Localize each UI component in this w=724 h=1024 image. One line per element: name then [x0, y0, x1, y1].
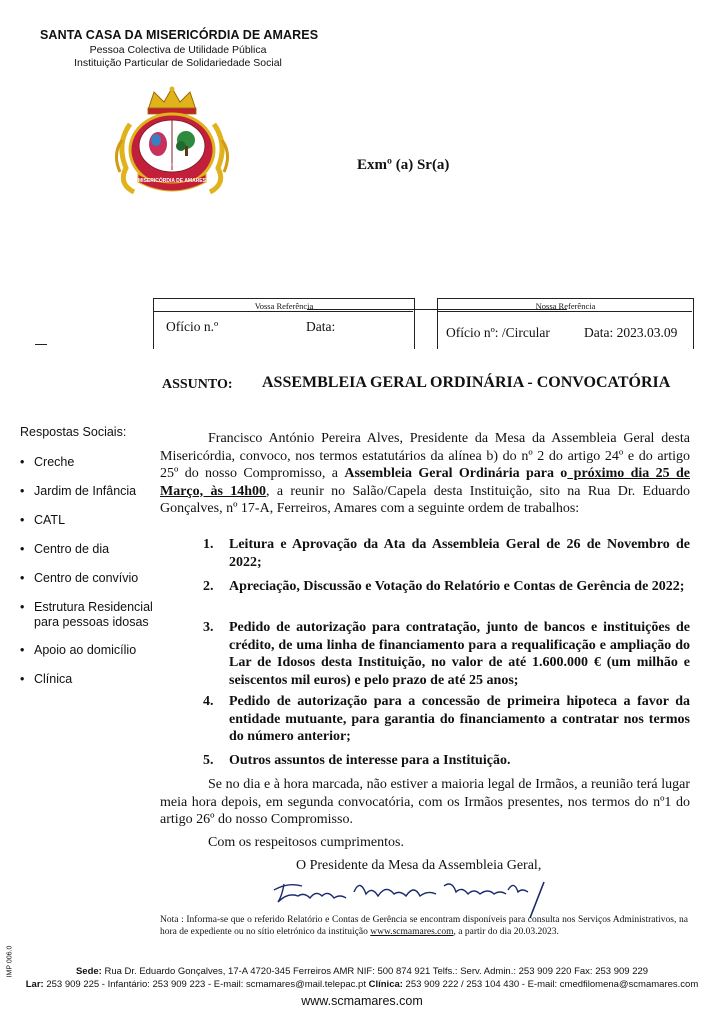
- institution-logo: [108, 84, 236, 202]
- institution-line1: Pessoa Colectiva de Utilidade Pública: [89, 44, 267, 56]
- our-oficio-label: Ofício nº: /Circular: [446, 325, 550, 340]
- signoff-text: O Presidente da Mesa da Assembleia Geral,: [296, 858, 542, 873]
- sidebar-item: • Estrutura Residencial para pessoas idosas: [20, 600, 153, 629]
- sidebar-item: • Clínica: [20, 672, 73, 686]
- signature: [268, 872, 558, 920]
- logo-ribbon-text: MISERICÓRDIA DE AMARES: [138, 178, 206, 184]
- website-link[interactable]: www.scmamares.com: [370, 927, 454, 937]
- our-date: Data: 2023.03.09: [584, 325, 678, 340]
- closing-text: Com os respeitosos cumprimentos.: [208, 835, 404, 850]
- agenda-item: 1. Leitura e Aprovação da Ata da Assembleia Geral de 26 de Novembro de 2022;: [203, 537, 690, 570]
- footer-contacts: Lar: 253 909 225 - Infantário: 253 909 223 - E-mail: scmamares@mail.telepac.pt Clínica: 253 909 222 / 253 104 430 - E-mail: cmedfilomena@scmamares.com: [25, 979, 699, 990]
- sidebar-item: • Apoio ao domicílio: [20, 643, 137, 657]
- intro-paragraph: Francisco António Pereira Alves, Presidente da Mesa da Assembleia Geral desta Misericórdia, convoco, nos termos estatutários da alínea b) do nº 2 do artigo 24º e do artigo 25º do nosso Compromisso, a Assembleia Geral Ordinária para o próximo dia 25 de Março, às 14h00, a reunir no Salão/Capela desta Instituição, sito na Rua Dr. Eduardo Gonçalves, nº 17-A, Ferreiros, Amares com a seguinte ordem de trabalhos:: [160, 431, 690, 516]
- sidebar-item: • Centro de convívio: [20, 571, 139, 585]
- our-reference-caption: Nossa Referência: [535, 301, 596, 311]
- agenda-item: 4. Pedido de autorização para a concessão de primeira hipoteca a favor da entidade mutuante, para garantia do financiamento a contratar nos termos do número anterior;: [203, 694, 690, 744]
- crown-icon: [148, 87, 196, 115]
- subject-label: ASSUNTO:: [162, 377, 233, 392]
- divider: [35, 344, 47, 345]
- second-call-paragraph: Se no dia e à hora marcada, não estiver a maioria legal de Irmãos, a reunião terá lugar meia hora depois, em segunda convocatória, com os Irmãos presentes, nos termos do nº1 do artigo 26º do nosso Compromisso.: [160, 777, 690, 827]
- divider: [437, 311, 692, 312]
- footer-website[interactable]: www.scmamares.com: [301, 994, 423, 1008]
- sidebar-title: Respostas Sociais:: [20, 425, 127, 439]
- sidebar-item: • Jardim de Infância: [20, 484, 137, 498]
- agenda-item: 3. Pedido de autorização para contratação, junto de bancos e instituições de crédito, de uma linha de financiamento para a requalificação e ampliação do Lar de Idosos desta Instituição, no valor de até 1.600.000 € (um milhão e seiscentos mil euros) e pelo prazo de até 25 anos;: [203, 620, 690, 688]
- your-reference-caption: Vossa Referência: [254, 301, 314, 311]
- sidebar-item: • Creche: [20, 455, 75, 469]
- subject-title: ASSEMBLEIA GERAL ORDINÁRIA - CONVOCATÓRIA: [262, 374, 671, 391]
- agenda-item: 2. Apreciação, Discussão e Votação do Relatório e Contas de Gerência de 2022;: [203, 579, 685, 594]
- logo-year: 1951: [165, 163, 179, 169]
- agenda-item: 5. Outros assuntos de interesse para a Instituição.: [203, 753, 511, 768]
- our-reference-box: [437, 298, 694, 349]
- institution-line2: Instituição Particular de Solidariedade Social: [74, 57, 282, 69]
- footer-address: Sede: Rua Dr. Eduardo Gonçalves, 17-A 4720-345 Ferreiros AMR NIF: 500 874 921 Telfs.: Serv. Admin.: 253 909 220 Fax: 253 909 229: [75, 966, 649, 977]
- institution-name: SANTA CASA DA MISERICÓRDIA DE AMARES: [40, 28, 319, 42]
- sidebar-item: • CATL: [20, 513, 66, 527]
- sidebar-item: • Centro de dia: [20, 542, 110, 556]
- your-date-label: Data:: [306, 319, 336, 334]
- recipient-salutation: Exmº (a) Sr(a): [357, 157, 450, 173]
- note-text: Nota : Informa-se que o referido Relatório e Contas de Gerência se encontram disponíveis para consulta nos Serviços Administrativos, na hora de expediente ou no sítio eletrónico da instituição www.scmamares.com, a partir do dia 20.03.2023.: [160, 915, 688, 937]
- your-oficio-label: Ofício n.º: [166, 319, 219, 334]
- divider: [153, 311, 413, 312]
- document-code: IMP 006.0: [6, 945, 14, 978]
